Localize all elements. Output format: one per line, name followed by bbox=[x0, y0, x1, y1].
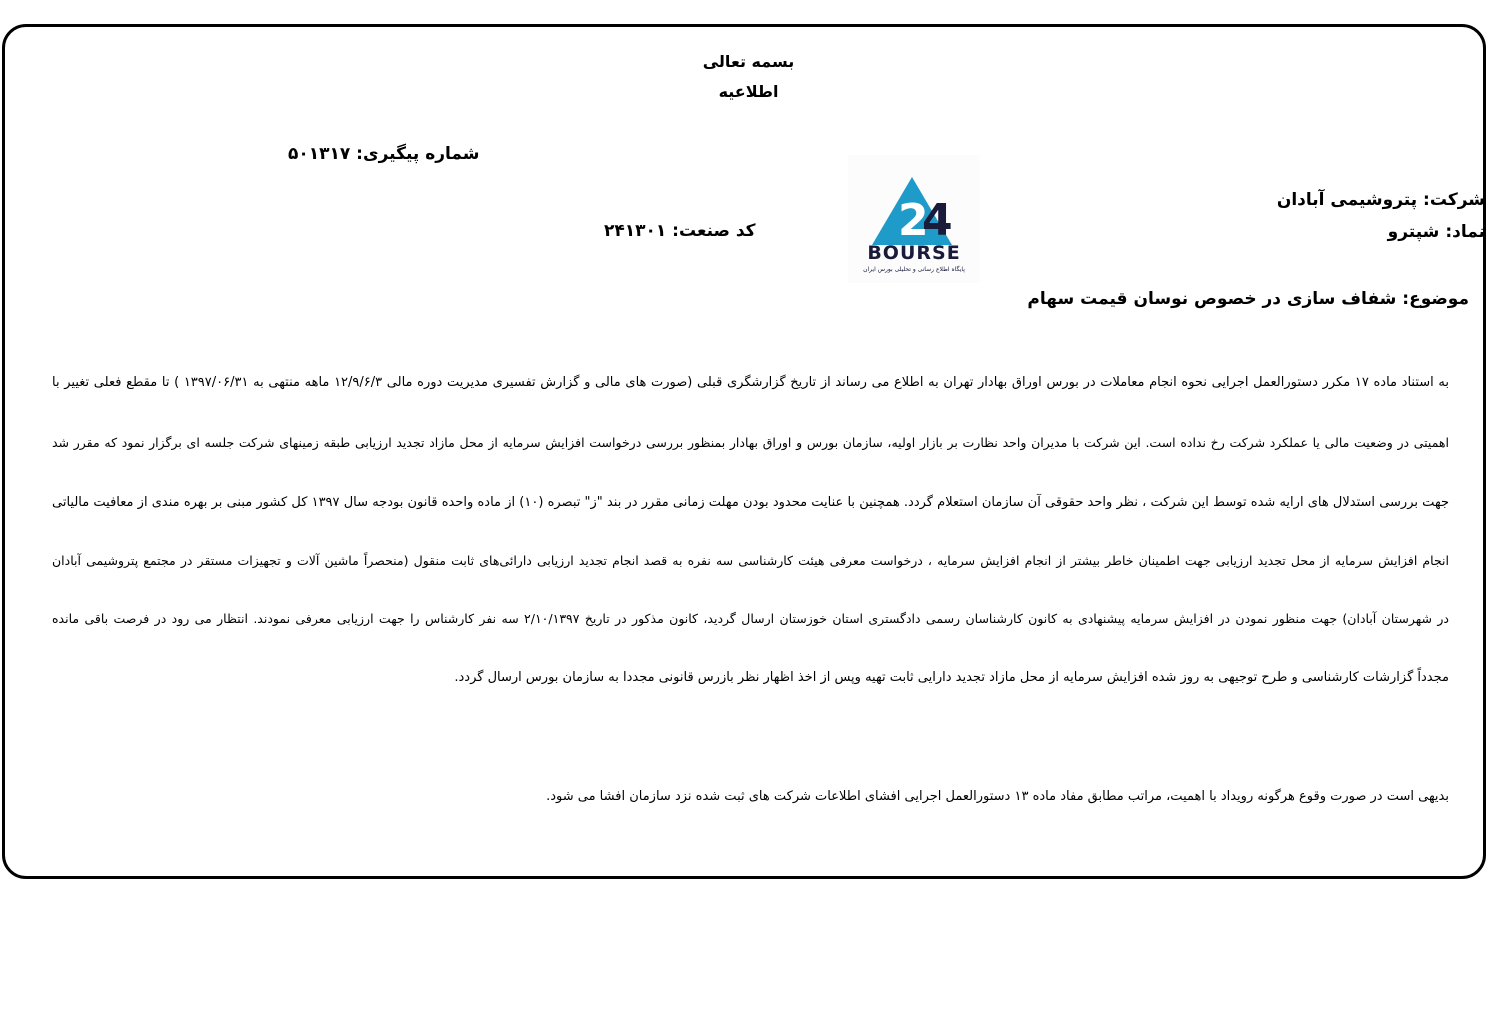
body-paragraph-line: مجدداً گزارشات کارشناسی و طرح توجیهی به روز شده افزایش سرمایه از محل مازاد تجدید دارایی ثابت تهیه وپس از اخذ اظهار نظر بازرس قانونی مجددا به سازمان بورس ارسال گردد. bbox=[454, 670, 1449, 685]
logo-brand-text: BOURSE bbox=[867, 242, 961, 264]
closing-statement: بدیهی است در صورت وقوع هرگونه رویداد با اهمیت، مراتب مطابق مفاد ماده ۱۳ دستورالعمل اجرایی افشای اطلاعات شرکت های ثبت شده نزد سازمان افشا می شود. bbox=[546, 789, 1449, 804]
body-paragraph-line: جهت بررسی استدلال های ارایه شده توسط این شرکت ، نظر واحد حقوقی آن سازمان استعلام گردد. همچنین با عنایت محدود بودن مهلت زمانی مقرر در بند "ز" تبصره (۱۰) از ماده واحده قانون بودجه سال ۱۳۹۷ کل کشور مبنی بر بهره مندی از معافیت مالیاتی bbox=[52, 495, 1449, 510]
logo-tagline: پایگاه اطلاع رسانی و تحلیلی بورس ایران bbox=[863, 266, 965, 273]
bourse-logo bbox=[848, 155, 980, 283]
basmala-heading: بسمه تعالی bbox=[702, 52, 795, 71]
notice-subject: موضوع: شفاف سازی در خصوص نوسان قیمت سهام bbox=[1027, 289, 1469, 309]
body-paragraph-line: اهمیتی در وضعیت مالی یا عملکرد شرکت رخ نداده است. این شرکت با مدیران واحد نظارت بر بازار اولیه، سازمان بورس و اوراق بهادار بمنظور بررسی درخواست افزایش سرمایه از محل مازاد تجدید ارزیابی طبقه زمینهای شرکت جلسه ای برگزار نمود که مقرر شد bbox=[52, 435, 1449, 450]
bourse-logo-icon bbox=[848, 155, 980, 283]
body-paragraph-line: در شهرستان آبادان) جهت منظور نمودن در افزایش سرمایه پیشنهادی به کانون کارشناسان رسمی دادگستری استان خوزستان ارسال گردید، کانون مذکور در تاریخ ۲/۱۰/۱۳۹۷ سه نفر کارشناس را جهت ارزیابی معرفی نمودند. انتظار می رود در فرصت باقی مانده bbox=[52, 611, 1449, 626]
ticker-symbol: نماد: شپترو bbox=[1387, 222, 1485, 242]
body-paragraph-line: انجام افزایش سرمایه از محل تجدید ارزیابی جهت اطمینان خاطر بیشتر از انجام افزایش سرمایه ، درخواست معرفی هیئت کارشناسی سه نفره به قصد انجام تجدید ارزیابی دارائی‌های ثابت منقول (منحصراً ماشین آلات و تجهیزات مستقر در مجتمع پتروشیمی آبادان bbox=[52, 553, 1449, 568]
industry-code: کد صنعت: ۲۴۱۳۰۱ bbox=[604, 221, 756, 241]
page-title: اطلاعیه bbox=[718, 82, 779, 101]
tracking-number: شماره پیگیری: ۵۰۱۳۱۷ bbox=[288, 144, 480, 164]
svg-text:4: 4 bbox=[922, 195, 953, 246]
notice-frame bbox=[2, 24, 1486, 879]
body-paragraph-line: به استناد ماده ۱۷ مکرر دستورالعمل اجرایی نحوه انجام معاملات در بورس اوراق بهادار تهران به اطلاع می رساند از تاریخ گزارشگری قبلی (صورت های مالی و گزارش تفسیری مدیریت دوره مالی ۱۲/۹/۶/۳ ماهه منتهی به ۱۳۹۷/۰۶/۳۱ ) تا مقطع فعلی تغییر با bbox=[52, 375, 1449, 390]
company-name: شرکت: پتروشیمی آبادان bbox=[1276, 190, 1485, 210]
svg-text:2: 2 bbox=[898, 195, 929, 246]
